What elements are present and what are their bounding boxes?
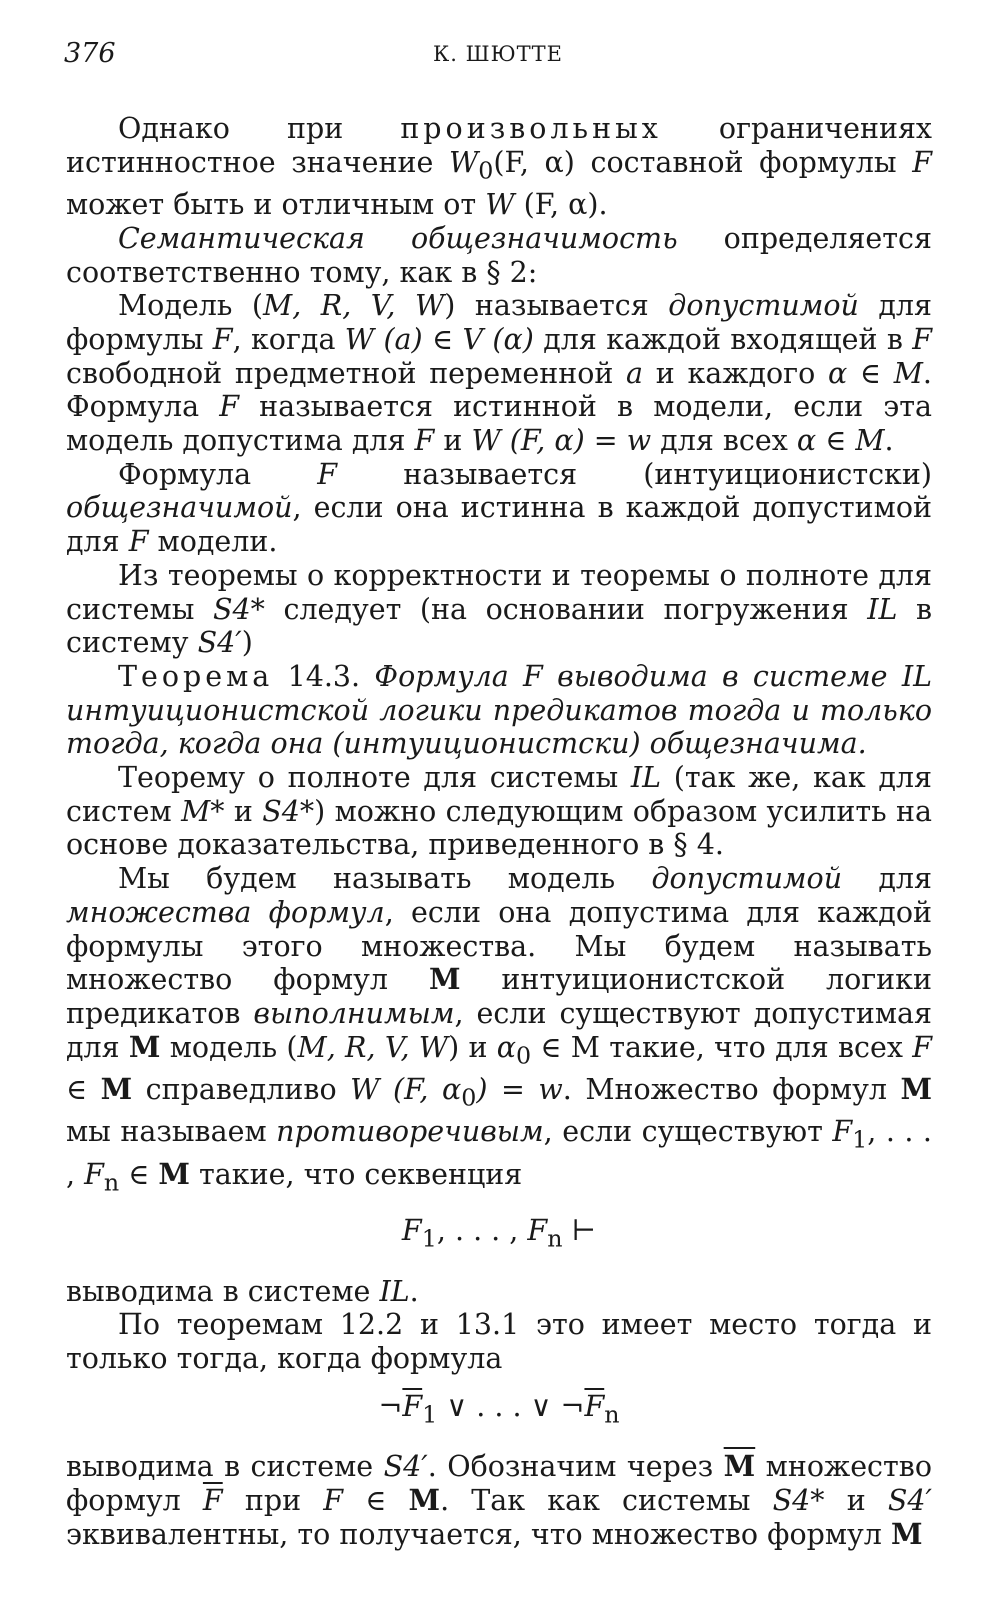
paragraph-1: Однако при произвольных ограничениях истинностное значение $W_0(F$, α) составной формулы F может быть и отличным от W (F, α). xyxy=(66,112,932,222)
paragraph-8: Мы будем называть модель допустимой для множества формул, если она допустима для каждой формулы этого множества. Мы будем называть множество формул M интуиционистской логики предикатов выполнимым, если существуют допустимая для M модель (M, R, V, W) и $\alpha_0$ ∈ M такие, что для всех F ∈ M справедливо W (F, $\alpha_0) = w$. Множество формул M мы называем противоречивым, если существуют $F_1$, . . . , $F_n$ ∈ M такие, что секвенция xyxy=(66,862,933,1197)
paragraph-after-disjunction: выводима в системе S4′. Обозначим через $\overline{M}$ множество формул $\overline{F}$ при F ∈ M. Так как системы S4* и S4′ эквивалентны, то получается, что множество формул M xyxy=(66,1449,933,1551)
paragraph-2: Семантическая общезначимость определяется соответственно тому, как в § 2: xyxy=(66,221,932,289)
paragraph-4: Формула F называется (интуиционистски) общезначимой, если она истинна в каждой допустимой для F модели. xyxy=(66,457,932,559)
paragraph-5: Из теоремы о корректности и теоремы о полноте для системы S4* следует (на основании погружения IL в систему S4′) xyxy=(66,558,933,660)
page-header xyxy=(64,38,932,72)
disjunction-formula: $\neg\overline{F}_1$ ∨ . . . ∨ $\neg\overline{F}_n$ xyxy=(378,1389,620,1429)
running-head: К. ШЮТТЕ xyxy=(433,42,563,66)
page-number: 376 xyxy=(64,38,116,69)
page-body xyxy=(66,112,932,1551)
paragraph-7: Теорему о полноте для системы IL (так же, как для систем M* и S4*) можно следующим образом усилить на основе доказательства, приведенного в § 4. xyxy=(66,761,932,862)
theorem-14-3: Теорема 14.3. Формула F выводима в системе IL интуиционистской логики предикатов тогда и только тогда, когда она (интуиционистски) общезначима. xyxy=(66,659,932,761)
paragraph-3: Модель (M, R, V, W) называется допустимой для формулы F, когда W (a) ∈ V (α) для каждой входящей в F свободной предметной переменной a и каждого α ∈ M. Формула F называется истинной в модели, если эта модель допустима для F и W (F, α) = w для всех α ∈ M. xyxy=(66,289,933,458)
paragraph-after-sequent: выводима в системе IL. xyxy=(66,1274,419,1308)
sequent-formula: $F_1$, . . . , $F_n$ ⊢ xyxy=(401,1214,597,1253)
paragraph-9: По теоремам 12.2 и 13.1 это имеет место тогда и только тогда, когда формула xyxy=(66,1308,932,1376)
